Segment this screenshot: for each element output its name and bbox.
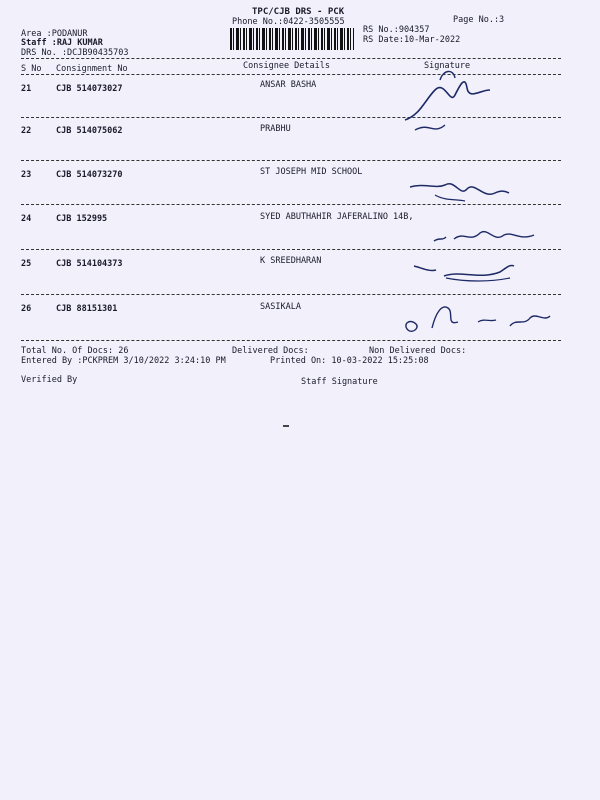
row-divider xyxy=(21,160,561,161)
page-number: Page No.:3 xyxy=(453,15,505,25)
row-consignee: SASIKALA xyxy=(260,302,301,312)
row-consignment: CJB 514104373 xyxy=(56,259,123,269)
row-consignee: ST JOSEPH MID SCHOOL xyxy=(260,167,363,177)
handwritten-signature xyxy=(410,260,520,286)
row-sno: 25 xyxy=(21,259,32,269)
row-divider xyxy=(21,294,561,295)
row-divider xyxy=(21,340,561,341)
row-sno: 22 xyxy=(21,126,32,136)
staff-signature: Staff Signature xyxy=(301,377,378,387)
col-consignment: Consignment No xyxy=(56,64,128,74)
row-consignment: CJB 514075062 xyxy=(56,126,123,136)
row-sno: 21 xyxy=(21,84,32,94)
printed-on: Printed On: 10-03-2022 15:25:08 xyxy=(270,356,429,366)
row-divider xyxy=(21,249,561,250)
row-sno: 24 xyxy=(21,214,32,224)
phone-number: Phone No.:0422-3505555 xyxy=(232,17,345,27)
row-consignee: ANSAR BASHA xyxy=(260,80,317,90)
scan-speck xyxy=(283,425,289,427)
rs-date: RS Date:10-Mar-2022 xyxy=(363,35,461,45)
total-docs: Total No. Of Docs: 26 xyxy=(21,346,129,356)
area: Area :PODANUR xyxy=(21,29,88,39)
col-signature: Signature xyxy=(424,61,471,71)
doc-title: TPC/CJB DRS - PCK xyxy=(252,7,345,17)
row-consignment: CJB 514073270 xyxy=(56,170,123,180)
header-rule xyxy=(21,58,561,59)
row-consignee: PRABHU xyxy=(260,124,291,134)
entered-by: Entered By :PCKPREM 3/10/2022 3:24:10 PM xyxy=(21,356,226,366)
col-consignee: Consignee Details xyxy=(243,61,330,71)
handwritten-signature xyxy=(405,175,515,207)
non-delivered-docs: Non Delivered Docs: xyxy=(369,346,467,356)
handwritten-signature xyxy=(398,300,558,340)
row-consignment: CJB 152995 xyxy=(56,214,108,224)
drs-number: DRS No. :DCJB90435703 xyxy=(21,48,129,58)
row-consignee: K SREEDHARAN xyxy=(260,256,322,266)
row-sno: 26 xyxy=(21,304,32,314)
handwritten-signature xyxy=(395,60,505,140)
verified-by: Verified By xyxy=(21,375,78,385)
delivered-docs: Delivered Docs: xyxy=(232,346,309,356)
staff-name: Staff :RAJ KUMAR xyxy=(21,38,103,48)
handwritten-signature xyxy=(430,223,540,249)
rs-number: RS No.:904357 xyxy=(363,25,430,35)
row-consignment: CJB 514073027 xyxy=(56,84,123,94)
col-sno: S No xyxy=(21,64,42,74)
row-consignment: CJB 88151301 xyxy=(56,304,118,314)
barcode xyxy=(230,28,354,50)
row-sno: 23 xyxy=(21,170,32,180)
row-consignee: SYED ABUTHAHIR JAFERALINO 14B, xyxy=(260,212,414,222)
